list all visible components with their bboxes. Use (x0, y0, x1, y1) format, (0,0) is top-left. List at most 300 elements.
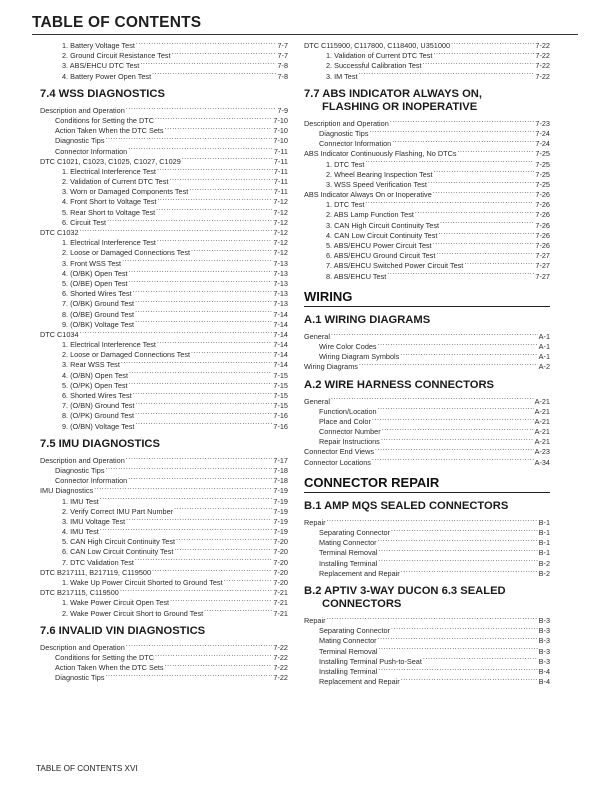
toc-entry-page: 7-22 (535, 61, 550, 71)
toc-entry[interactable] (304, 666, 550, 676)
dot-leader (129, 268, 273, 276)
toc-entry-page: 7-14 (273, 329, 288, 339)
toc-entry-page: 7-27 (535, 261, 550, 271)
toc-entry[interactable] (40, 546, 288, 556)
toc-entry-page: 7-16 (273, 421, 288, 431)
toc-entry[interactable] (304, 416, 550, 426)
chapter-heading[interactable]: CONNECTOR REPAIR (304, 475, 550, 493)
toc-entry-label: Connector Information (319, 139, 392, 149)
toc-entry[interactable] (40, 60, 288, 70)
toc-entry[interactable] (304, 457, 550, 467)
dot-leader (378, 635, 538, 643)
toc-entry-label: DTC C1032 (40, 228, 79, 237)
toc-entry-label: Description and Operation (304, 118, 389, 128)
toc-entry[interactable] (40, 421, 288, 431)
dot-leader (331, 331, 538, 339)
toc-entry-label: 6. Shorted Wires Test (62, 391, 132, 400)
toc-entry[interactable] (40, 135, 288, 145)
toc-entry-page: 7-25 (535, 149, 550, 159)
toc-entry-page: 7-11 (273, 156, 288, 166)
toc-entry[interactable] (304, 527, 550, 537)
toc-entry-page: 7-13 (273, 268, 288, 278)
toc-entry[interactable] (40, 309, 288, 319)
toc-entry-page: 7-9 (277, 105, 288, 115)
section-heading-text: 7.5 IMU DIAGNOSTICS (40, 437, 160, 450)
toc-entry-label: 3. ABS/EHCU DTC Test (62, 61, 140, 71)
toc-entry-page: 7-7 (277, 51, 288, 61)
section-heading-text: B.2 APTIV 3-WAY DUCON 6.3 SEALED (304, 584, 506, 597)
toc-entry[interactable] (304, 615, 550, 625)
dot-leader (100, 496, 273, 504)
toc-entry-page: 7-22 (535, 51, 550, 61)
dot-leader (391, 625, 538, 633)
toc-entry[interactable] (304, 426, 550, 436)
toc-entry-label: 3. IM Test (326, 71, 358, 81)
toc-entry-page: 7-18 (273, 465, 288, 475)
toc-entry[interactable] (40, 186, 288, 196)
dot-leader (365, 199, 534, 207)
dot-leader (189, 186, 273, 194)
toc-entry-label: Wiring Diagram Symbols (319, 352, 400, 362)
toc-entry[interactable] (40, 567, 288, 577)
toc-entry-page: 7-22 (273, 652, 288, 662)
section-heading[interactable] (304, 585, 550, 611)
toc-entry-page: A-21 (534, 406, 550, 416)
dot-leader (135, 400, 272, 408)
toc-entry-page: 7-19 (273, 486, 288, 496)
toc-entry-label: 1. DTC Test (326, 200, 365, 210)
toc-entry-page: 7-14 (273, 309, 288, 319)
toc-entry[interactable] (40, 506, 288, 516)
toc-entry-label: 4. (O/BK) Open Test (62, 268, 128, 278)
toc-entry-label: 8. ABS/EHCU Test (326, 271, 387, 281)
toc-entry-label: 2. Wake Power Circuit Short to Ground Test (62, 608, 204, 618)
section-heading[interactable] (304, 88, 550, 114)
toc-entry-page: B-3 (538, 615, 550, 625)
toc-entry-page: B-4 (538, 677, 550, 687)
toc-entry[interactable] (40, 400, 288, 410)
toc-entry[interactable] (304, 547, 550, 557)
toc-entry-page: 7-12 (273, 217, 288, 227)
dot-leader (135, 309, 272, 317)
toc-entry[interactable] (304, 260, 550, 270)
section-heading[interactable] (40, 438, 288, 451)
toc-entry-label: DTC C1021, C1023, C1025, C1027, C1029 (40, 156, 181, 166)
toc-entry-label: Diagnostic Tips (319, 128, 369, 138)
toc-entry-label: 3. WSS Speed Verification Test (326, 179, 427, 189)
toc-entry-page: 7-24 (535, 139, 550, 149)
toc-entry-label: DTC C115900, C117800, C118400, U351000 (304, 41, 451, 50)
toc-entry[interactable] (304, 446, 550, 456)
toc-entry[interactable] (40, 465, 288, 475)
dot-leader (100, 526, 273, 534)
toc-entry-label: 1. Electrical Interference Test (62, 340, 156, 350)
toc-entry-label: 1. IMU Test (62, 496, 99, 506)
toc-entry[interactable] (304, 271, 550, 281)
toc-entry-page: 7-22 (273, 642, 288, 652)
toc-entry-label: Diagnostic Tips (55, 136, 105, 146)
page-footer: TABLE OF CONTENTS XVI (36, 764, 138, 773)
toc-entry-page: 7-24 (535, 128, 550, 138)
toc-entry[interactable] (304, 128, 550, 138)
toc-entry[interactable] (304, 625, 550, 635)
toc-entry-page: 7-17 (273, 455, 288, 465)
toc-entry-page: B-3 (538, 636, 550, 646)
toc-entry-page: 7-27 (535, 251, 550, 261)
section-heading-text: A.1 WIRING DIAGRAMS (304, 313, 431, 326)
toc-entry-label: DTC B217111, B217119, C119500 (40, 567, 152, 577)
section-heading[interactable] (40, 625, 288, 638)
toc-entry-page: 7-19 (273, 506, 288, 516)
toc-entry-page: 7-13 (273, 278, 288, 288)
toc-entry-label: 3. Front WSS Test (62, 258, 122, 268)
toc-entry[interactable] (40, 526, 288, 536)
toc-entry[interactable] (40, 516, 288, 526)
toc-entry[interactable] (304, 40, 550, 50)
toc-entry[interactable] (304, 220, 550, 230)
dot-leader (433, 240, 535, 248)
toc-entry-label: 3. IMU Voltage Test (62, 516, 126, 526)
toc-entry[interactable] (304, 230, 550, 240)
dot-leader (434, 169, 535, 177)
toc-entry-label: 1. Battery Voltage Test (62, 41, 135, 50)
section-heading-text: 7.4 WSS DIAGNOSTICS (40, 87, 165, 100)
toc-entry-page: A-21 (534, 427, 550, 437)
toc-entry-label: Connector Locations (304, 457, 371, 467)
toc-entry-label: Description and Operation (40, 105, 125, 115)
toc-entry-label: Wire Color Codes (319, 341, 377, 351)
dot-leader (126, 105, 277, 113)
dot-leader (372, 416, 534, 424)
dot-leader (451, 40, 534, 48)
toc-entry[interactable] (304, 71, 550, 81)
dot-leader (438, 230, 534, 238)
toc-entry[interactable] (304, 50, 550, 60)
dot-leader (105, 672, 272, 680)
toc-entry[interactable] (40, 475, 288, 485)
toc-entry-label: 2. Loose or Damaged Connections Test (62, 248, 191, 258)
toc-entry[interactable] (40, 258, 288, 268)
dot-leader (224, 577, 273, 585)
toc-entry-page: 7-14 (273, 350, 288, 360)
toc-entry-label: General (304, 331, 330, 341)
toc-entry-label: Terminal Removal (319, 548, 378, 558)
toc-entry[interactable] (40, 496, 288, 506)
toc-entry-label: 2. Verify Correct IMU Part Number (62, 506, 174, 516)
toc-entry[interactable] (40, 390, 288, 400)
dot-leader (381, 436, 534, 444)
section-heading[interactable] (40, 88, 288, 101)
dot-leader (415, 209, 535, 217)
toc-entry[interactable] (304, 568, 550, 578)
toc-entry-page: B-3 (538, 646, 550, 656)
toc-entry[interactable] (40, 359, 288, 369)
dot-leader (458, 148, 535, 156)
toc-entry-page: A-1 (538, 341, 550, 351)
toc-entry[interactable] (40, 71, 288, 81)
toc-entry-label: 3. Worn or Damaged Components Test (62, 187, 189, 197)
toc-entry[interactable] (40, 268, 288, 278)
toc-entry-label: Replacement and Repair (319, 677, 400, 687)
dot-leader (126, 642, 273, 650)
dot-leader (191, 349, 272, 357)
toc-entry[interactable] (40, 485, 288, 495)
toc-entry[interactable] (304, 635, 550, 645)
section-heading[interactable] (304, 379, 550, 392)
toc-entry-label: 4. IMU Test (62, 527, 99, 537)
dot-leader (165, 125, 273, 133)
toc-entry-page: 7-20 (273, 557, 288, 567)
toc-entry-label: 1. Wake Up Power Circuit Shorted to Ground Test (62, 578, 223, 587)
toc-entry[interactable] (304, 396, 550, 406)
toc-entry-page: B-1 (538, 548, 550, 558)
dot-leader (372, 457, 534, 465)
toc-entry[interactable] (304, 341, 550, 351)
dot-leader (156, 207, 272, 215)
toc-entry-page: 7-12 (273, 228, 288, 237)
toc-entry-label: Installing Terminal (319, 666, 378, 676)
toc-entry[interactable] (304, 179, 550, 189)
toc-entry[interactable] (40, 115, 288, 125)
toc-entry-page: A-23 (534, 447, 550, 457)
toc-entry[interactable] (40, 587, 288, 597)
toc-entry[interactable] (304, 199, 550, 209)
toc-entry[interactable] (40, 329, 288, 339)
toc-entry-page: 7-20 (273, 537, 288, 547)
toc-entry-label: 9. (O/BN) Voltage Test (62, 421, 135, 431)
toc-entry-page: B-1 (538, 528, 550, 537)
dot-leader (375, 446, 534, 454)
toc-entry[interactable] (304, 656, 550, 666)
dot-leader (129, 278, 273, 286)
toc-entry-label: 9. (O/BK) Voltage Test (62, 319, 135, 329)
toc-entry-label: 7. (O/BK) Ground Test (62, 299, 135, 309)
toc-entry[interactable] (40, 156, 288, 166)
toc-entry-page: 7-15 (273, 391, 288, 400)
toc-entry-page: 7-13 (273, 258, 288, 268)
toc-entry[interactable] (304, 406, 550, 416)
toc-entry[interactable] (40, 557, 288, 567)
toc-entry[interactable] (40, 207, 288, 217)
toc-entry-label: Installing Terminal (319, 558, 378, 568)
dot-leader (155, 652, 272, 660)
toc-entry[interactable] (40, 298, 288, 308)
toc-entry-page: 7-8 (277, 61, 288, 71)
dot-leader (365, 159, 534, 167)
dot-leader (133, 288, 273, 296)
dot-leader (121, 359, 273, 367)
toc-entry[interactable] (304, 169, 550, 179)
toc-entry-label: General (304, 396, 330, 406)
toc-entry[interactable] (40, 319, 288, 329)
toc-entry[interactable] (40, 339, 288, 349)
dot-leader (126, 455, 273, 463)
toc-entry-page: 7-21 (273, 598, 288, 608)
toc-entry-page: 7-13 (273, 289, 288, 299)
toc-entry-page: 7-21 (273, 608, 288, 618)
toc-entry[interactable] (304, 517, 550, 527)
toc-entry[interactable] (304, 118, 550, 128)
section-heading[interactable] (304, 314, 550, 327)
toc-entry[interactable] (40, 146, 288, 156)
toc-entry-page: 7-14 (273, 340, 288, 350)
toc-entry[interactable] (304, 138, 550, 148)
toc-entry[interactable] (304, 250, 550, 260)
dot-leader (378, 547, 537, 555)
toc-entry[interactable] (40, 642, 288, 652)
toc-entry[interactable] (304, 240, 550, 250)
toc-entry-page: A-34 (534, 457, 550, 467)
dot-leader (433, 50, 534, 58)
toc-entry-page: 7-15 (273, 380, 288, 390)
dot-leader (327, 517, 538, 525)
toc-entry[interactable] (40, 105, 288, 115)
dot-leader (176, 536, 272, 544)
toc-entry-page: 7-25 (535, 179, 550, 189)
toc-entry[interactable] (40, 652, 288, 662)
toc-entry-label: 4. (O/BN) Open Test (62, 370, 128, 380)
toc-entry-label: 6. Shorted Wires Test (62, 289, 132, 299)
toc-entry-label: Connector End Views (304, 447, 375, 457)
toc-entry[interactable] (40, 288, 288, 298)
dot-leader (174, 546, 272, 554)
toc-entry-label: 8. (O/PK) Ground Test (62, 411, 135, 421)
toc-entry-page: 7-20 (273, 567, 288, 577)
toc-entry-label: Mating Connector (319, 538, 377, 548)
toc-entry[interactable] (40, 166, 288, 176)
toc-entry-page: 7-27 (535, 271, 550, 281)
toc-entry[interactable] (40, 196, 288, 206)
toc-entry-page: 7-26 (535, 241, 550, 250)
toc-entry-page: 7-26 (535, 210, 550, 220)
toc-entry[interactable] (40, 247, 288, 257)
toc-entry[interactable] (304, 537, 550, 547)
dot-leader (135, 557, 272, 565)
dot-leader (428, 179, 535, 187)
toc-entry-page: 7-23 (535, 118, 550, 128)
toc-entry-label: 8. (O/BE) Ground Test (62, 309, 135, 319)
dot-leader (378, 537, 538, 545)
dot-leader (331, 396, 534, 404)
toc-entry-page: A-21 (534, 396, 550, 406)
dot-leader (400, 351, 537, 359)
toc-entry-label: 6. CAN Low Circuit Continuity Test (62, 547, 174, 557)
toc-entry[interactable] (304, 209, 550, 219)
toc-entry-page: 7-21 (273, 588, 288, 598)
toc-entry[interactable] (40, 349, 288, 359)
toc-entry[interactable] (40, 217, 288, 227)
dot-leader (378, 646, 537, 654)
dot-leader (174, 506, 272, 514)
toc-entry[interactable] (304, 558, 550, 568)
toc-entry-label: 6. Circuit Test (62, 217, 107, 227)
toc-entry[interactable] (304, 351, 550, 361)
dot-leader (369, 128, 534, 136)
toc-entry[interactable] (40, 536, 288, 546)
toc-entry-label: 7. (O/BN) Ground Test (62, 401, 135, 411)
toc-entry-label: 3. CAN High Circuit Continuity Test (326, 220, 440, 230)
toc-entry[interactable] (40, 597, 288, 607)
toc-entry[interactable] (40, 672, 288, 682)
toc-entry[interactable] (304, 331, 550, 341)
toc-entry[interactable] (40, 370, 288, 380)
toc-entry[interactable] (304, 60, 550, 70)
dot-leader (391, 527, 538, 535)
dot-leader (401, 676, 538, 684)
dot-leader (136, 40, 277, 48)
toc-entry[interactable] (40, 125, 288, 135)
toc-entry-page: B-3 (538, 656, 550, 666)
toc-entry-page: 7-11 (273, 166, 288, 176)
dot-leader (157, 237, 272, 245)
toc-entry[interactable] (40, 380, 288, 390)
section-heading[interactable] (304, 500, 550, 513)
toc-entry[interactable] (304, 646, 550, 656)
toc-entry-label: 5. (O/PK) Open Test (62, 380, 128, 390)
dot-leader (172, 50, 277, 58)
dot-leader (105, 135, 272, 143)
toc-entry[interactable] (40, 40, 288, 50)
toc-entry-page: 7-11 (273, 146, 288, 156)
dot-leader (157, 166, 273, 174)
chapter-heading[interactable]: WIRING (304, 289, 550, 307)
toc-entry-page: A-1 (538, 331, 550, 341)
toc-entry-label: 5. ABS/EHCU Power Circuit Test (326, 241, 432, 250)
toc-entry-label: Description and Operation (40, 455, 125, 465)
dot-leader (107, 217, 272, 225)
toc-entry-page: 7-7 (277, 41, 288, 50)
toc-entry[interactable] (40, 410, 288, 420)
dot-leader (359, 71, 535, 79)
toc-entry[interactable] (40, 176, 288, 186)
dot-leader (433, 189, 535, 197)
toc-entry[interactable] (40, 455, 288, 465)
toc-entry-page: 7-10 (273, 126, 288, 136)
toc-entry-label: Connector Information (55, 146, 128, 156)
toc-entry[interactable] (40, 662, 288, 672)
dot-leader (170, 597, 272, 605)
toc-entry[interactable] (40, 50, 288, 60)
section-heading-text: A.2 WIRE HARNESS CONNECTORS (304, 378, 495, 391)
toc-entry-label: ABS Indicator Always On or Inoperative (304, 190, 432, 200)
toc-entry-label: ABS Indicator Continuously Flashing, No DTCs (304, 149, 457, 159)
toc-entry-label: Diagnostic Tips (55, 673, 105, 683)
toc-entry-page: 7-12 (273, 197, 288, 207)
toc-entry-label: Separating Connector (319, 626, 390, 636)
toc-entry[interactable] (304, 189, 550, 199)
toc-entry-page: 7-10 (273, 115, 288, 125)
dot-leader (129, 380, 273, 388)
toc-entry[interactable] (304, 159, 550, 169)
toc-entry[interactable] (40, 237, 288, 247)
toc-entry[interactable] (40, 278, 288, 288)
dot-leader (378, 558, 537, 566)
toc-entry[interactable] (304, 148, 550, 158)
toc-entry-page: 7-18 (273, 476, 288, 486)
toc-entry[interactable] (304, 676, 550, 686)
toc-entry-label: Installing Terminal Push-to-Seat (319, 656, 422, 666)
toc-entry[interactable] (304, 361, 550, 371)
toc-entry-page: 7-15 (273, 401, 288, 411)
toc-entry-label: Function/Location (319, 406, 377, 416)
toc-entry[interactable] (40, 608, 288, 618)
dot-leader (169, 176, 273, 184)
toc-entry[interactable] (304, 436, 550, 446)
toc-entry-page: 7-20 (273, 547, 288, 557)
toc-entry-page: B-4 (538, 666, 550, 676)
toc-entry[interactable] (40, 227, 288, 237)
toc-entry[interactable] (40, 577, 288, 587)
